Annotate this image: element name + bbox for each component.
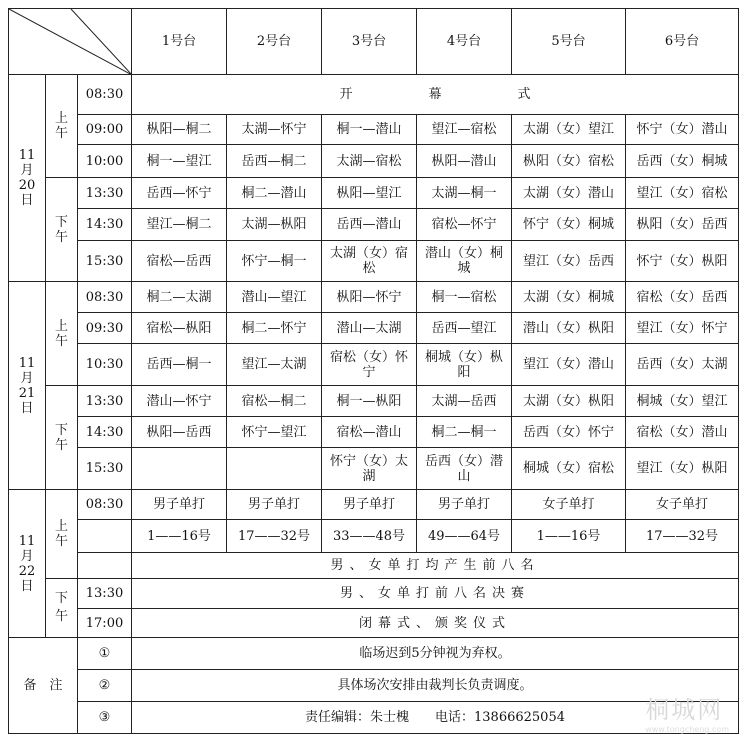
match-cell <box>227 448 322 490</box>
match-cell: 桐城（女）宿松 <box>512 448 626 490</box>
match-cell: 桐一—潜山 <box>322 115 417 145</box>
note-text: 责任编辑：朱士槐 电话：13866625054 <box>132 702 739 734</box>
match-cell: 岳西—桐一 <box>132 344 227 386</box>
match-cell: 潜山—望江 <box>227 282 322 313</box>
match-cell: 岳西（女）太湖 <box>626 344 739 386</box>
range-cell: 33——48号 <box>322 520 417 553</box>
time-cell: 08:30 <box>78 282 132 313</box>
time-cell: 13:30 <box>78 178 132 209</box>
event-cell: 男子单打 <box>132 490 227 520</box>
match-cell: 宿松（女）潜山 <box>626 417 739 448</box>
station-header: 6号台 <box>626 9 739 75</box>
match-cell: 宿松（女）怀宁 <box>322 344 417 386</box>
event-cell: 女子单打 <box>512 490 626 520</box>
time-cell: 13:30 <box>78 579 132 609</box>
match-cell: 枞阳—潜山 <box>417 145 512 178</box>
time-cell: 10:00 <box>78 145 132 178</box>
match-cell: 宿松—岳西 <box>132 241 227 282</box>
match-cell: 望江（女）枞阳 <box>626 448 739 490</box>
match-cell: 宿松（女）岳西 <box>626 282 739 313</box>
time-cell: 15:30 <box>78 448 132 490</box>
match-cell: 潜山（女）桐城 <box>417 241 512 282</box>
match-cell: 望江（女）岳西 <box>512 241 626 282</box>
match-cell: 桐一—枞阳 <box>322 386 417 417</box>
time-cell-empty <box>78 553 132 579</box>
time-cell: 14:30 <box>78 417 132 448</box>
match-cell: 太湖—岳西 <box>417 386 512 417</box>
range-cell: 1——16号 <box>132 520 227 553</box>
match-cell: 怀宁（女）潜山 <box>626 115 739 145</box>
time-cell: 10:30 <box>78 344 132 386</box>
match-cell: 桐一—宿松 <box>417 282 512 313</box>
station-header: 3号台 <box>322 9 417 75</box>
match-cell: 太湖—枞阳 <box>227 209 322 241</box>
match-cell: 宿松—枞阳 <box>132 313 227 344</box>
day-label-nov22: 11 月 22 日 <box>9 490 46 638</box>
event-cell: 男子单打 <box>322 490 417 520</box>
morning-label: 上 午 <box>46 75 78 178</box>
match-cell: 岳西（女）桐城 <box>626 145 739 178</box>
time-cell-empty <box>78 520 132 553</box>
note-number: ③ <box>78 702 132 734</box>
range-cell: 49——64号 <box>417 520 512 553</box>
match-cell: 桐城（女）枞阳 <box>417 344 512 386</box>
time-cell: 08:30 <box>78 490 132 520</box>
notes-label: 备 注 <box>9 638 78 734</box>
match-cell: 岳西（女）潜山 <box>417 448 512 490</box>
match-cell: 太湖—桐一 <box>417 178 512 209</box>
afternoon-label: 下 午 <box>46 178 78 282</box>
match-cell: 望江—桐二 <box>132 209 227 241</box>
match-cell: 枞阳（女）岳西 <box>626 209 739 241</box>
match-cell: 太湖—宿松 <box>322 145 417 178</box>
finals-summary: 男、女单打前八名决赛 <box>132 579 739 609</box>
match-cell: 宿松—怀宁 <box>417 209 512 241</box>
match-cell: 桐二—桐一 <box>417 417 512 448</box>
match-cell: 枞阳—怀宁 <box>322 282 417 313</box>
afternoon-label: 下 午 <box>46 579 78 638</box>
note-number: ① <box>78 638 132 670</box>
range-cell: 17——32号 <box>227 520 322 553</box>
match-cell: 望江（女）潜山 <box>512 344 626 386</box>
note-text: 临场迟到5分钟视为弃权。 <box>132 638 739 670</box>
match-cell: 桐城（女）望江 <box>626 386 739 417</box>
station-header: 4号台 <box>417 9 512 75</box>
match-cell: 怀宁—望江 <box>227 417 322 448</box>
match-cell: 岳西（女）怀宁 <box>512 417 626 448</box>
station-header: 2号台 <box>227 9 322 75</box>
diagonal-lines <box>9 9 132 75</box>
match-cell: 潜山—太湖 <box>322 313 417 344</box>
time-cell: 15:30 <box>78 241 132 282</box>
match-cell: 桐二—太湖 <box>132 282 227 313</box>
closing-ceremony: 闭幕式、颁奖仪式 <box>132 609 739 638</box>
match-cell: 枞阳—岳西 <box>132 417 227 448</box>
match-cell: 太湖—怀宁 <box>227 115 322 145</box>
match-cell: 太湖（女）潜山 <box>512 178 626 209</box>
match-cell: 宿松—桐二 <box>227 386 322 417</box>
day-label-nov21: 11 月 21 日 <box>9 282 46 490</box>
day-label-nov20: 11 月 20 日 <box>9 75 46 282</box>
match-cell: 枞阳—望江 <box>322 178 417 209</box>
match-cell: 桐二—潜山 <box>227 178 322 209</box>
match-cell: 岳西—怀宁 <box>132 178 227 209</box>
match-cell: 怀宁（女）枞阳 <box>626 241 739 282</box>
morning-summary: 男、女单打均产生前八名 <box>132 553 739 579</box>
match-cell: 怀宁（女）太湖 <box>322 448 417 490</box>
match-cell: 桐一—望江 <box>132 145 227 178</box>
note-number: ② <box>78 670 132 702</box>
time-cell: 08:30 <box>78 75 132 115</box>
match-cell: 太湖（女）宿松 <box>322 241 417 282</box>
match-cell: 太湖（女）望江 <box>512 115 626 145</box>
opening-ceremony: 开 幕 式 <box>132 75 739 115</box>
match-cell: 望江—太湖 <box>227 344 322 386</box>
note-text: 具体场次安排由裁判长负责调度。 <box>132 670 739 702</box>
event-cell: 男子单打 <box>417 490 512 520</box>
station-header: 5号台 <box>512 9 626 75</box>
match-cell: 枞阳（女）宿松 <box>512 145 626 178</box>
match-cell: 枞阳—桐二 <box>132 115 227 145</box>
schedule-table <box>8 8 739 734</box>
time-cell: 09:30 <box>78 313 132 344</box>
match-cell: 望江—宿松 <box>417 115 512 145</box>
match-cell <box>132 448 227 490</box>
match-cell: 岳西—望江 <box>417 313 512 344</box>
match-cell: 岳西—桐二 <box>227 145 322 178</box>
match-cell: 太湖（女）桐城 <box>512 282 626 313</box>
match-cell: 太湖（女）枞阳 <box>512 386 626 417</box>
range-cell: 17——32号 <box>626 520 739 553</box>
range-cell: 1——16号 <box>512 520 626 553</box>
match-cell: 怀宁—桐一 <box>227 241 322 282</box>
match-cell: 望江（女）宿松 <box>626 178 739 209</box>
time-cell: 09:00 <box>78 115 132 145</box>
morning-label: 上 午 <box>46 490 78 579</box>
match-cell: 怀宁（女）桐城 <box>512 209 626 241</box>
afternoon-label: 下 午 <box>46 386 78 490</box>
time-cell: 14:30 <box>78 209 132 241</box>
match-cell: 桐二—怀宁 <box>227 313 322 344</box>
match-cell: 望江（女）怀宁 <box>626 313 739 344</box>
watermark-logo: 桐城网 www.tongcheng.com <box>645 696 729 734</box>
match-cell: 岳西—潜山 <box>322 209 417 241</box>
morning-label: 上 午 <box>46 282 78 386</box>
match-cell: 潜山—怀宁 <box>132 386 227 417</box>
match-cell: 潜山（女）枞阳 <box>512 313 626 344</box>
station-header: 1号台 <box>132 9 227 75</box>
match-cell: 宿松—潜山 <box>322 417 417 448</box>
time-cell: 17:00 <box>78 609 132 638</box>
event-cell: 男子单打 <box>227 490 322 520</box>
header-diagonal-cell <box>9 9 132 75</box>
time-cell: 13:30 <box>78 386 132 417</box>
event-cell: 女子单打 <box>626 490 739 520</box>
